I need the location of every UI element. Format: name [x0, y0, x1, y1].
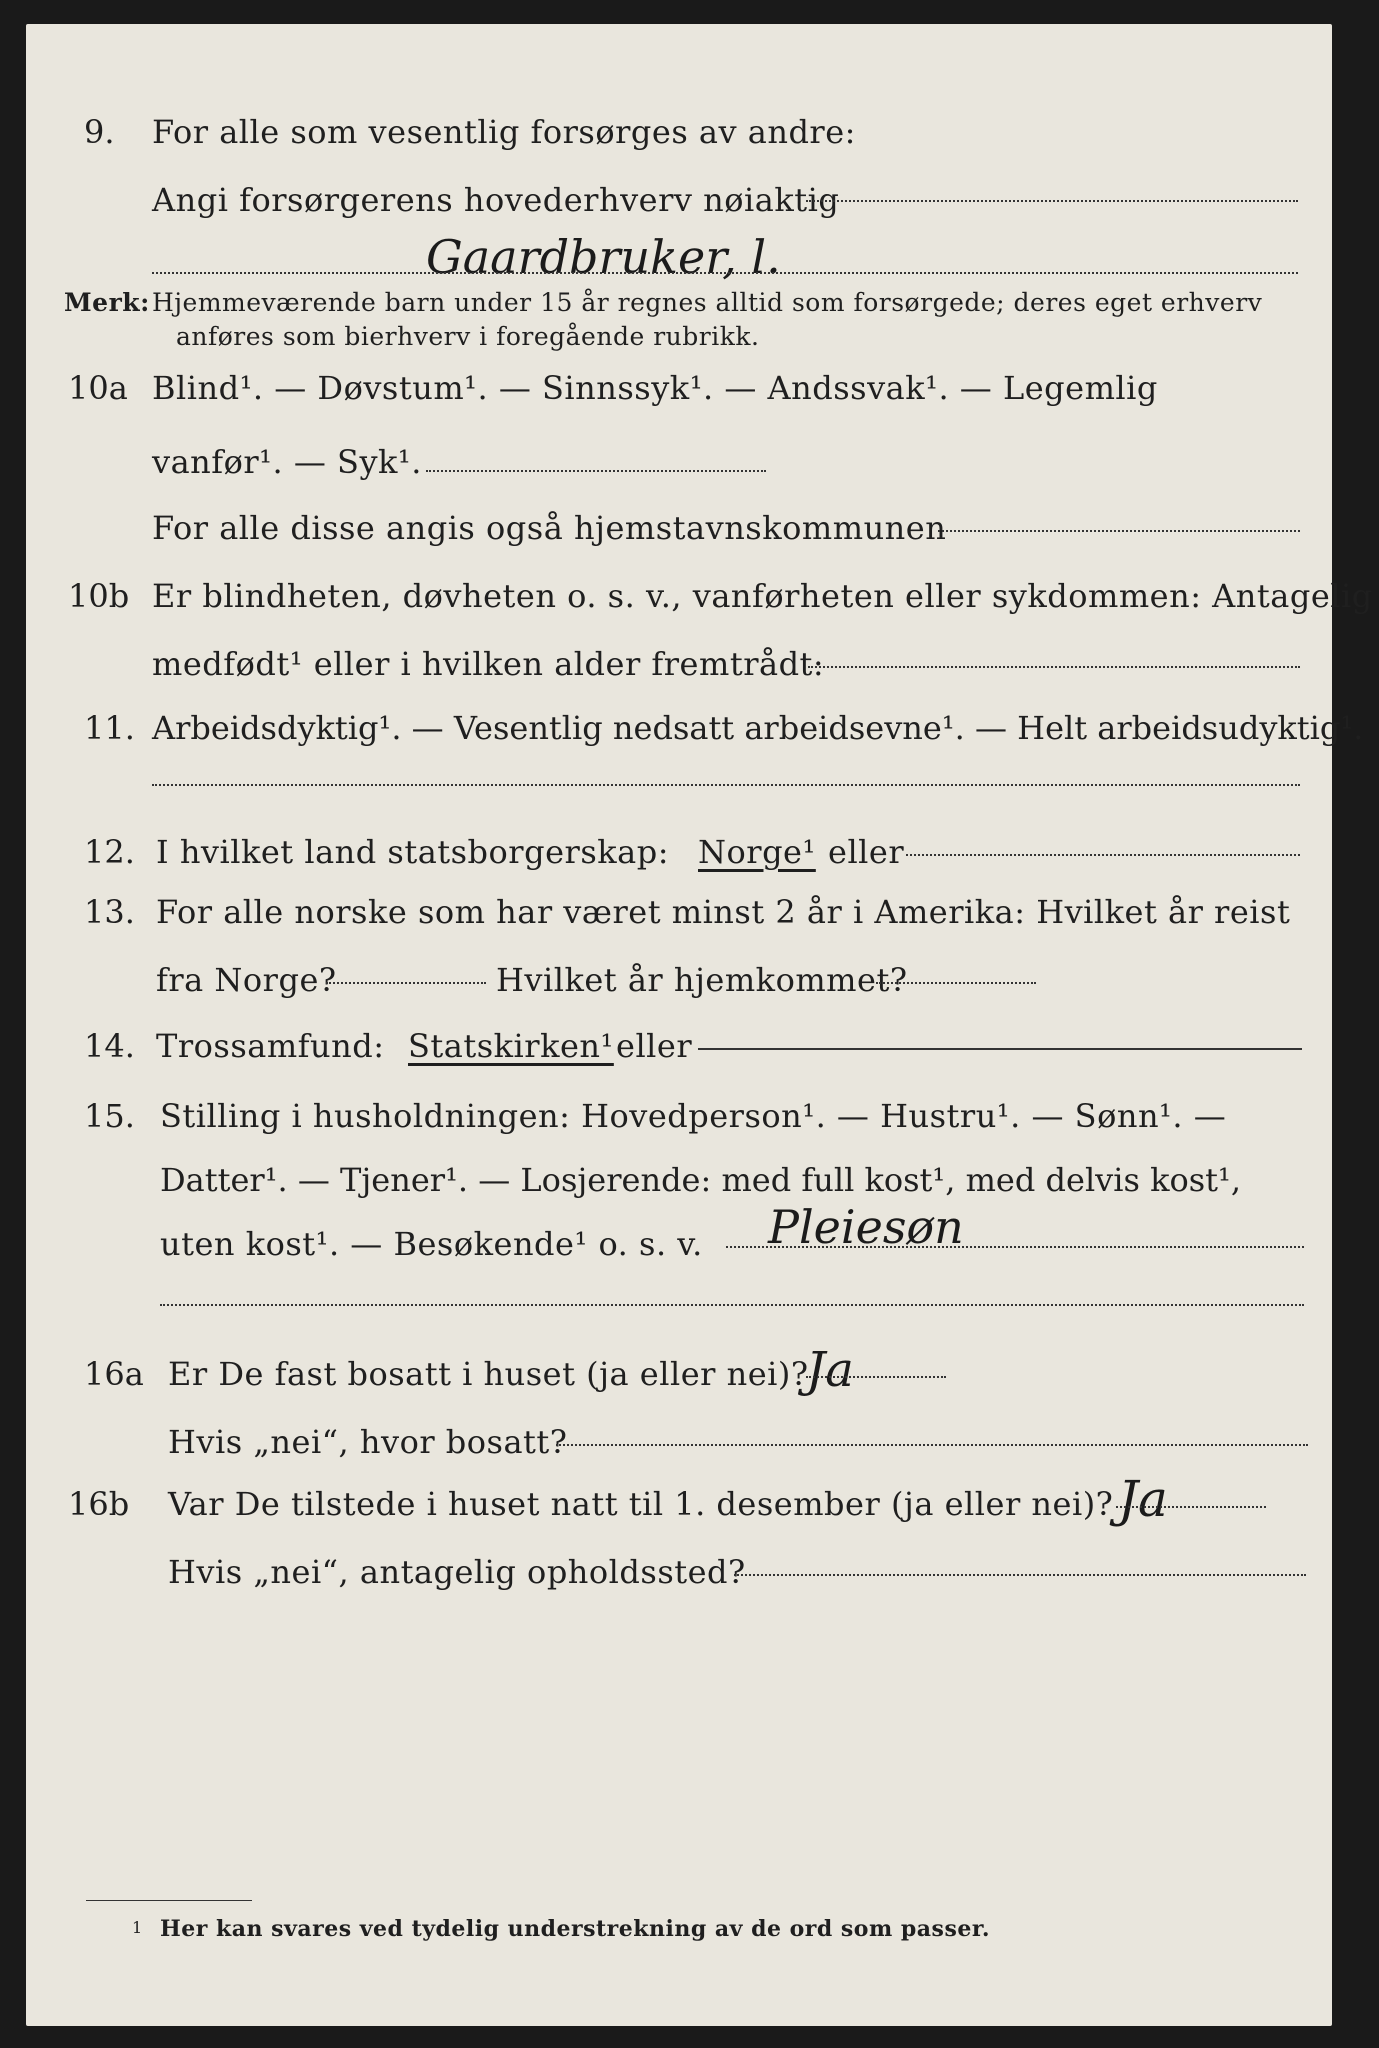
q9-dotted-line	[806, 200, 1298, 202]
q12-prefix: I hvilket land statsborgerskap:	[156, 833, 669, 871]
footnote-text: Her kan svares ved tydelig understrekning av de ord som passer.	[160, 1916, 991, 1942]
q13-number: 13.	[84, 893, 135, 931]
form-page	[26, 24, 1373, 2026]
q11-line1: Arbeidsdyktig¹. — Vesentlig nedsatt arbeidsevne¹. — Helt arbeidsudyktig¹.	[152, 709, 1364, 747]
q10a-hjemstavn-dotted-line	[938, 530, 1300, 532]
footnote-marker: 1	[132, 1918, 143, 1937]
merk-label: Merk:	[64, 288, 150, 317]
q16b-number: 16b	[68, 1485, 130, 1523]
q13-hjemkommet-dotted-line	[876, 982, 1036, 984]
q13-line2a: fra Norge?	[156, 961, 337, 999]
q15-line2: Datter¹. — Tjener¹. — Losjerende: med full kost¹, med delvis kost¹,	[160, 1161, 1242, 1199]
q16a-dotted-line	[806, 1376, 946, 1378]
q11-answer-line	[152, 784, 1300, 786]
q12-dotted-line	[906, 854, 1300, 856]
q16b-handwritten-answer: Ja	[1118, 1470, 1168, 1528]
q15-answer-dotted-line	[726, 1246, 1304, 1248]
q10a-syk-dotted-line	[426, 470, 766, 472]
q16a-bosatt-dotted-line	[556, 1444, 1308, 1446]
q16b-dotted-line	[1116, 1506, 1266, 1508]
q10a-number: 10a	[68, 369, 128, 407]
q15-extra-line	[160, 1304, 1304, 1306]
q14-line	[698, 1048, 1302, 1050]
q15-line1: Stilling i husholdningen: Hovedperson¹. — Hustru¹. — Sønn¹. —	[160, 1097, 1227, 1135]
q12-suffix: eller	[828, 833, 905, 871]
q10b-number: 10b	[68, 577, 130, 615]
q14-statskirken-option: Statskirken¹	[408, 1027, 614, 1065]
q14-suffix: eller	[616, 1027, 693, 1065]
q16a-number: 16a	[84, 1355, 144, 1393]
q12-norge-option: Norge¹	[698, 833, 816, 871]
q16a-line2: Hvis „nei“, hvor bosatt?	[168, 1423, 568, 1461]
q10a-line1: Blind¹. — Døvstum¹. — Sinnssyk¹. — Andssvak¹. — Legemlig	[152, 369, 1158, 407]
q9-line2: Angi forsørgerens hovederhverv nøiaktig	[152, 181, 840, 219]
q16b-line2: Hvis „nei“, antagelig opholdssted?	[168, 1553, 746, 1591]
q13-reist-dotted-line	[326, 982, 486, 984]
q12-number: 12.	[84, 833, 135, 871]
q10b-line1: Er blindheten, døvheten o. s. v., vanførheten eller sykdommen: Antagelig	[152, 577, 1373, 615]
q16a-handwritten-answer: Ja	[806, 1342, 854, 1398]
q13-line1: For alle norske som har været minst 2 år i Amerika: Hvilket år reist	[156, 893, 1291, 931]
q9-handwritten-answer: Gaardbruker, l.	[426, 230, 781, 284]
q13-line2b: Hvilket år hjemkommet?	[496, 961, 908, 999]
q9-line1: For alle som vesentlig forsørges av andre:	[152, 113, 856, 151]
q10b-line2: medfødt¹ eller i hvilken alder fremtrådt:	[152, 645, 825, 683]
q16b-opholdssted-dotted-line	[734, 1574, 1306, 1576]
footnote-separator	[86, 1900, 252, 1901]
q10a-line3: For alle disse angis også hjemstavnskommunen	[152, 509, 947, 547]
q15-line3: uten kost¹. — Besøkende¹ o. s. v.	[160, 1225, 703, 1263]
merk-line2: anføres som bierhverv i foregående rubrikk.	[176, 322, 760, 351]
q15-number: 15.	[84, 1097, 135, 1135]
q9-answer-line	[152, 272, 1298, 274]
q10b-dotted-line	[808, 666, 1300, 668]
q14-prefix: Trossamfund:	[156, 1027, 385, 1065]
q10a-line2: vanfør¹. — Syk¹.	[152, 443, 422, 481]
q14-number: 14.	[84, 1027, 135, 1065]
q16b-line1: Var De tilstede i huset natt til 1. desember (ja eller nei)?	[168, 1485, 1114, 1523]
q11-number: 11.	[84, 709, 135, 747]
q15-handwritten-answer: Pleiesøn	[768, 1200, 964, 1254]
merk-line1: Hjemmeværende barn under 15 år regnes alltid som forsørgede; deres eget erhverv	[152, 288, 1263, 317]
q9-number: 9.	[84, 113, 115, 151]
q16a-line1: Er De fast bosatt i huset (ja eller nei)?	[168, 1355, 809, 1393]
